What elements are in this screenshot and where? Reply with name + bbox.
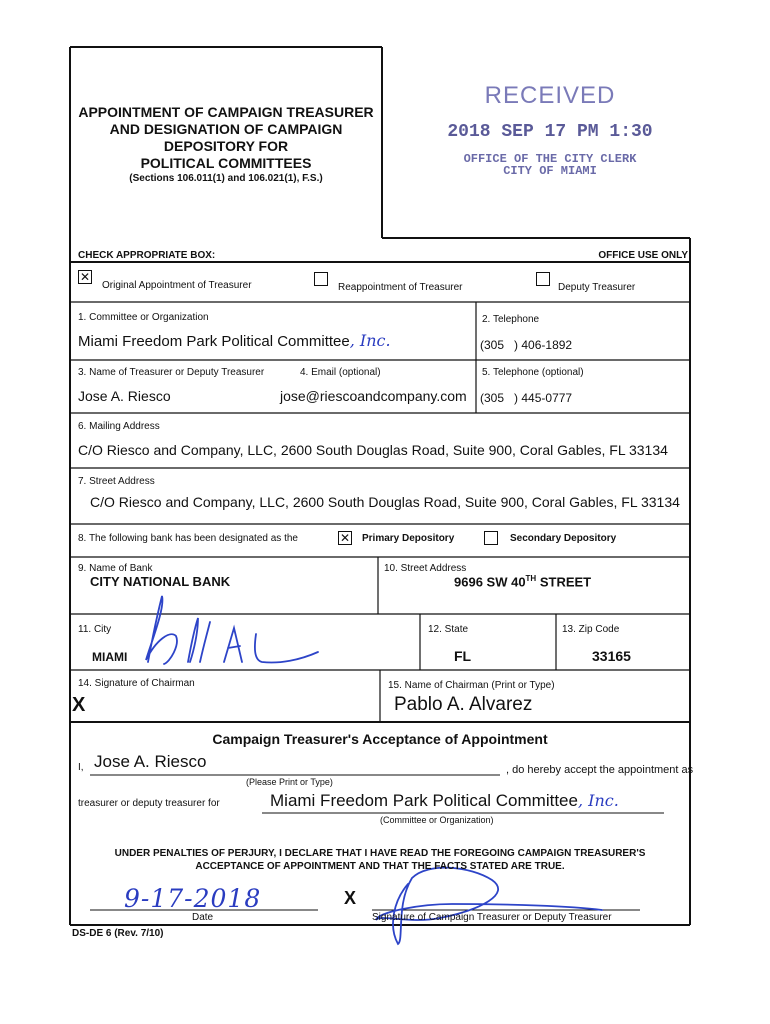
treasurer-signature-x[interactable]: X (344, 888, 357, 908)
treasurer-signature-label: Signature of Campaign Treasurer or Deputy Treasurer (372, 912, 612, 923)
committee-value: Miami Freedom Park Political Committee (78, 333, 350, 350)
acceptance-i-label: I, (78, 762, 84, 773)
acceptance-committee-handwritten: , Inc. (577, 791, 619, 810)
secondary-depository-checkbox[interactable] (484, 531, 498, 545)
telephone-optional-label: 5. Telephone (optional) (482, 367, 584, 378)
city-label: 11. City (78, 624, 112, 635)
zip-field[interactable]: 33165 (592, 648, 631, 664)
sections-reference: (Sections 106.011(1) and 106.021(1), F.S.) (129, 173, 323, 184)
state-field[interactable]: FL (454, 648, 472, 664)
deputy-treasurer-checkbox[interactable] (536, 272, 550, 286)
committee-label: 1. Committee or Organization (78, 312, 209, 323)
treasurer-field[interactable]: Jose A. Riesco (78, 388, 171, 404)
telephone-field[interactable] (480, 338, 572, 352)
email-field[interactable]: jose@riescoandcompany.com (280, 388, 467, 404)
street-address-field[interactable]: C/O Riesco and Company, LLC, 2600 South Douglas Road, Suite 900, Coral Gables, FL 33134 (90, 494, 680, 510)
acceptance-for-text: treasurer or deputy treasurer for (78, 798, 220, 809)
reappointment-checkbox[interactable] (314, 272, 328, 286)
office-use-only: OFFICE USE ONLY (598, 250, 688, 261)
state-label: 12. State (428, 624, 469, 635)
original-appointment-mark: ✕ (79, 270, 91, 284)
title-line-3: DEPOSITORY FOR (163, 138, 289, 154)
form-title (72, 104, 380, 185)
acceptance-accept-text: , do hereby accept the appointment as (506, 764, 694, 776)
date-field[interactable]: 9-17-2018 (124, 884, 262, 913)
title-line-1: APPOINTMENT OF CAMPAIGN TREASURER (78, 104, 374, 120)
street-address-label: 7. Street Address (78, 476, 155, 487)
acceptance-committee-hint: (Committee or Organization) (380, 815, 494, 825)
treasurer-label: 3. Name of Treasurer or Deputy Treasurer (78, 367, 265, 378)
telephone-area: (305 (480, 338, 505, 352)
telephone-optional-number: ) 445-0777 (514, 391, 573, 405)
telephone-optional-area: (305 (480, 391, 505, 405)
primary-depository-mark: ✕ (339, 531, 351, 545)
title-line-2: AND DESIGNATION OF CAMPAIGN (109, 121, 343, 137)
original-appointment-checkbox[interactable] (78, 270, 92, 284)
stamp-office-line-2: CITY OF MIAMI (503, 164, 597, 178)
bank-designation-label: 8. The following bank has been designated as the (78, 533, 298, 544)
acceptance-committee-value: Miami Freedom Park Political Committee (270, 791, 578, 810)
telephone-optional-field[interactable] (480, 391, 572, 405)
acceptance-name-field[interactable]: Jose A. Riesco (94, 752, 207, 771)
stamp-datetime: 2018 SEP 17 PM 1:30 (447, 122, 653, 142)
chairman-name-field[interactable]: Pablo A. Alvarez (394, 694, 533, 715)
telephone-label: 2. Telephone (482, 314, 540, 325)
committee-handwritten: , Inc. (349, 331, 391, 350)
bank-street-value: 9696 SW 40 (454, 574, 526, 590)
chairman-signature-x[interactable]: X (72, 694, 86, 716)
stamp-office-line-1: OFFICE OF THE CITY CLERK (463, 152, 637, 166)
mailing-address-label: 6. Mailing Address (78, 421, 160, 432)
perjury-line-1: UNDER PENALTIES OF PERJURY, I DECLARE THAT I HAVE READ THE FOREGOING CAMPAIGN TREASURER'S (114, 848, 646, 859)
bank-street-field[interactable] (454, 574, 591, 589)
form-id: DS-DE 6 (Rev. 7/10) (72, 928, 164, 939)
bank-name-field[interactable]: CITY NATIONAL BANK (90, 574, 231, 589)
check-box-heading: CHECK APPROPRIATE BOX: (78, 250, 216, 261)
title-line-4: POLITICAL COMMITTEES (140, 155, 312, 171)
date-label: Date (192, 912, 214, 923)
committee-field[interactable] (78, 331, 391, 350)
reappointment-label: Reappointment of Treasurer (338, 282, 463, 293)
primary-depository-label: Primary Depository (362, 533, 455, 544)
deputy-treasurer-label: Deputy Treasurer (558, 282, 636, 293)
city-field[interactable]: MIAMI (92, 650, 128, 664)
bank-street-sup: TH (525, 574, 537, 583)
perjury-line-2: ACCEPTANCE OF APPOINTMENT AND THAT THE FACTS STATED ARE TRUE. (195, 861, 565, 872)
acceptance-heading: Campaign Treasurer's Acceptance of Appointment (212, 731, 548, 747)
bank-street-suffix: STREET (536, 574, 592, 590)
chairman-signature-label: 14. Signature of Chairman (78, 678, 195, 689)
mailing-address-field[interactable]: C/O Riesco and Company, LLC, 2600 South Douglas Road, Suite 900, Coral Gables, FL 33134 (78, 442, 668, 458)
bank-street-label: 10. Street Address (384, 563, 467, 574)
secondary-depository-label: Secondary Depository (510, 533, 617, 544)
acceptance-committee-field[interactable] (270, 791, 619, 811)
bank-name-label: 9. Name of Bank (78, 563, 153, 574)
chairman-name-label: 15. Name of Chairman (Print or Type) (388, 680, 555, 691)
zip-label: 13. Zip Code (562, 624, 620, 635)
email-label: 4. Email (optional) (300, 367, 381, 378)
telephone-number: ) 406-1892 (514, 338, 573, 352)
acceptance-print-hint: (Please Print or Type) (246, 777, 333, 787)
primary-depository-checkbox[interactable] (338, 531, 352, 545)
stamp-received: RECEIVED (484, 82, 616, 109)
original-appointment-label: Original Appointment of Treasurer (102, 280, 252, 291)
